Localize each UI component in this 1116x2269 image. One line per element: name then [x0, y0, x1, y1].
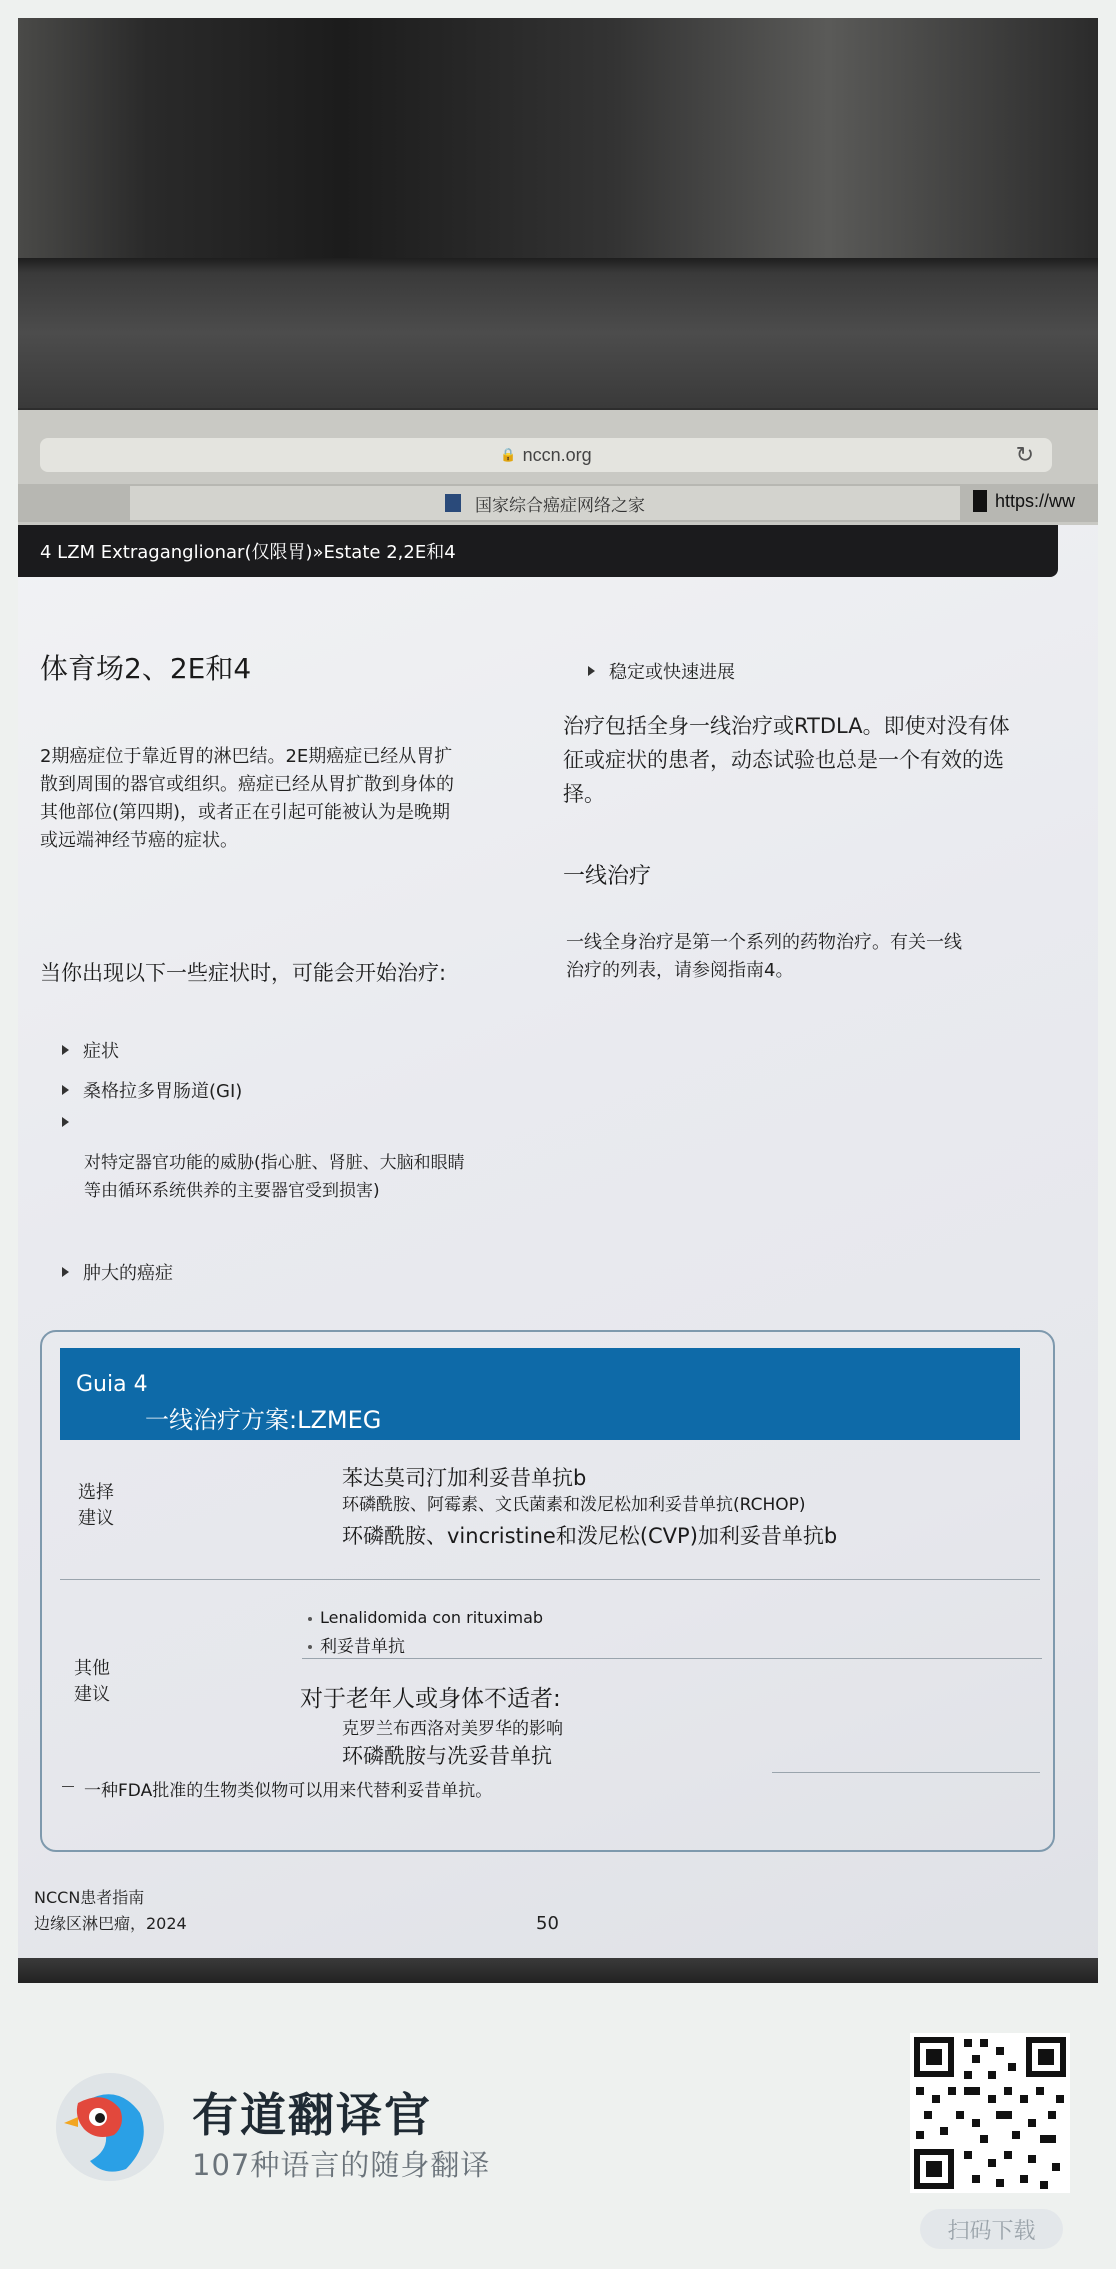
- list-item: [62, 1117, 83, 1127]
- guide-title: 一线治疗方案:LZMEG: [145, 1406, 382, 1434]
- page-number: 50: [536, 1913, 559, 1934]
- preferred-item: 环磷酰胺、vincristine和泼尼松(CVP)加利妥昔单抗b: [342, 1524, 838, 1548]
- favicon-icon: [973, 490, 987, 512]
- other-item: Lenalidomida con rituximab: [308, 1608, 543, 1627]
- document-page: [18, 525, 1098, 1983]
- preferred-item: 环磷酰胺、阿霉素、文氏菌素和泼尼松加利妥昔单抗(RCHOP): [342, 1495, 806, 1515]
- browser-chrome: [18, 410, 1098, 525]
- list-item: 稳定或快速进展: [588, 658, 735, 684]
- favicon-icon: [445, 494, 461, 512]
- scan-download-button[interactable]: 扫码下载: [920, 2209, 1063, 2249]
- elderly-item: 克罗兰布西洛对美罗华的影响: [342, 1719, 563, 1739]
- bullet-arrow-icon: [62, 1267, 69, 1277]
- elderly-heading: 对于老年人或身体不适者:: [300, 1686, 561, 1712]
- app-name: 有道翻译官: [192, 2088, 432, 2142]
- guide-header: [60, 1348, 1020, 1440]
- laptop-bezel: [18, 258, 1098, 408]
- reload-icon[interactable]: ↻: [1015, 442, 1034, 467]
- tab-title: https://ww: [995, 490, 1076, 511]
- preferred-item: 苯达莫司汀加利妥昔单抗b: [342, 1466, 587, 1490]
- tab-title: 国家综合癌症网络之家: [475, 495, 645, 516]
- preferred-label: 选择 建议: [78, 1482, 114, 1529]
- laptop-edge: [18, 1958, 1098, 1983]
- other-item: 利妥昔单抗: [308, 1632, 405, 1657]
- when-heading: 当你出现以下一些症状时，可能会开始治疗:: [40, 961, 447, 985]
- list-item: 桑格拉多胃肠道(GI): [62, 1077, 242, 1103]
- address-bar[interactable]: [40, 438, 1052, 472]
- tab-active[interactable]: [130, 486, 960, 520]
- other-label: 其他 建议: [74, 1658, 110, 1705]
- section-header: 4 LZM Extraganglionar(仅限胃)»Estate 2,2E和4: [18, 525, 1058, 577]
- bullet-dot-icon: [308, 1617, 312, 1621]
- photo-frame: [18, 18, 1098, 1983]
- treatment-paragraph: 治疗包括全身一线治疗或RTDLA。即使对没有体 征或症状的患者，动态试验也总是一个有效的选 择。: [563, 714, 1010, 806]
- background-scene: [18, 18, 1098, 258]
- list-item-text: 对特定器官功能的威胁(指心脏、肾脏、大脑和眼睛 等由循环系统供养的主要器官受到损害): [84, 1153, 465, 1201]
- url-text: nccn.org: [522, 444, 592, 465]
- bullet-dot-icon: [308, 1645, 312, 1649]
- lock-icon: 🔒: [500, 447, 517, 462]
- guide-box: [40, 1330, 1055, 1852]
- text-line: 或远端神经节癌的症状。: [40, 830, 238, 851]
- list-item: 症状: [62, 1037, 119, 1063]
- text-line: 散到周围的器官或组织。癌症已经从胃扩散到身体的: [40, 774, 454, 795]
- bullet-arrow-icon: [588, 666, 595, 676]
- list-item: 肿大的癌症: [62, 1259, 173, 1285]
- tab-bar: [18, 484, 1098, 522]
- bullet-arrow-icon: [62, 1117, 69, 1127]
- elderly-item: 环磷酰胺与冼妥昔单抗: [342, 1744, 552, 1768]
- divider: [60, 1579, 1040, 1580]
- app-banner: [0, 1983, 1116, 2269]
- page-footer: NCCN患者指南 边缘区淋巴瘤，2024: [34, 1888, 187, 1933]
- first-line-paragraph: 一线全身治疗是第一个系列的药物治疗。有关一线 治疗的列表，请参阅指南4。: [566, 932, 962, 981]
- tab-second[interactable]: [973, 490, 1075, 512]
- app-tagline: 107种语言的随身翻译: [192, 2148, 491, 2182]
- first-line-heading: 一线治疗: [563, 864, 652, 889]
- text-line: 2期癌症位于靠近胃的淋巴结。2E期癌症已经从胃扩: [40, 746, 453, 767]
- bullet-arrow-icon: [62, 1085, 69, 1095]
- qr-code-icon: [910, 2033, 1070, 2193]
- bird-logo-icon: [56, 2073, 164, 2181]
- bullet-arrow-icon: [62, 1045, 69, 1055]
- footnote-dash: [62, 1786, 74, 1787]
- text-line: 其他部位(第四期)，或者正在引起可能被认为是晚期: [40, 802, 451, 823]
- guide-footnote: 一种FDA批准的生物类似物可以用来代替利妥昔单抗。: [84, 1781, 493, 1801]
- intro-paragraph: [40, 743, 510, 855]
- guide-label: Guia 4: [76, 1372, 148, 1397]
- divider: [772, 1772, 1040, 1773]
- divider: [302, 1658, 1042, 1659]
- page-title: 体育场2、2E和4: [40, 652, 252, 685]
